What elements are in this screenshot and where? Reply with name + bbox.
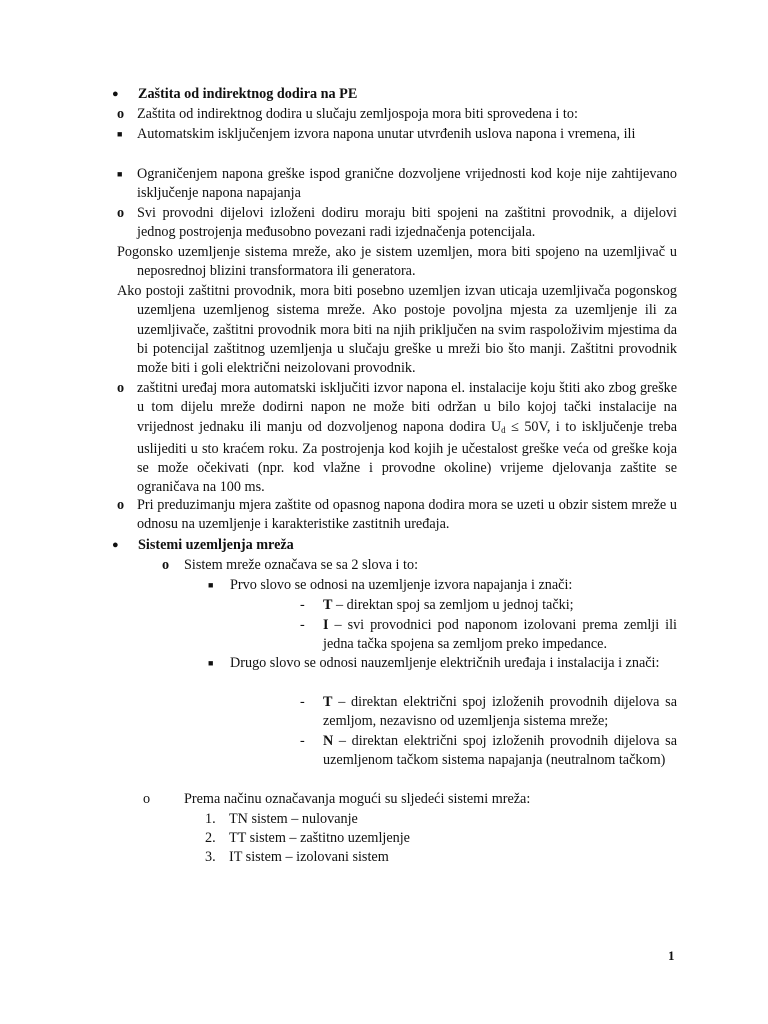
bullet-marker: ● — [112, 539, 119, 551]
list-number: 2. — [205, 830, 216, 846]
circle-marker: o — [117, 380, 125, 396]
letter-I: I — [323, 617, 329, 633]
square-marker: ■ — [117, 169, 123, 179]
item-letter-I — [323, 616, 677, 655]
paragraph-operational-earthing: Pogonsko uzemljenje sistema mreže, ako je sistem uzemljen, mora biti spojeno na uzemljivač u neposrednoj blizini transformatora ili generatora. — [117, 244, 677, 280]
item-first-letter: Prvo slovo se odnosi na uzemljenje izvora napajanja i znači: — [230, 577, 573, 593]
item-letter-T-installation — [323, 693, 677, 732]
dash-marker: - — [300, 597, 305, 613]
item-letter-N — [323, 732, 677, 771]
item-letter-T-source — [323, 596, 677, 615]
protective-device-text-a: zaštitni uređaj mora automatski isključiti izvor napona el. instalacije koju štiti ako zbog greške u tom dijelu mreže dodirni napon ne može biti održan u bilo kojoj tački instalacije na vrijednost jednaku ili manju od dozvoljenog napona dodira U — [137, 380, 677, 435]
circle-marker: o — [117, 497, 125, 513]
list-number: 3. — [205, 849, 216, 865]
letter-I-description: – svi provodnici pod naponom izolovani prema zemlji ili jedna tačka spojena sa zemljom preko impedance. — [323, 617, 677, 653]
square-marker: ■ — [208, 658, 214, 668]
voltage-subscript: d — [501, 424, 506, 435]
letter-T: T — [323, 597, 333, 613]
square-marker: ■ — [117, 129, 123, 139]
paragraph-protective-conductor: Ako postoji zaštitni provodnik, mora biti posebno uzemljen izvan uticaja uzemljivača pogonskog uzemljena uzemljenog sistema mreže. Ako postoje povoljna mjesta za uzemljenje ili za uzemljivače, zaštitni provodnik mora biti na njih priključen na svim raspoloživim mjestima da bi potencijal zaštitnog uzemljenja u slučaju greške u mreži bio što manji. Zaštitni provodnik može biti i goli električni neizolovani provodnik. — [117, 283, 677, 377]
item-conductive-parts: Svi provodni dijelovi izloženi dodiru moraju biti spojeni na zaštitni provodnik, a dijelovi jednog postrojenja međusobno povezani radi izjednačenja potencijala. — [137, 205, 677, 241]
list-item-tt: TT sistem – zaštitno uzemljenje — [229, 830, 410, 846]
letter-T-description: – direktan spoj sa zemljom u jednoj tački; — [332, 597, 574, 613]
list-number: 1. — [205, 811, 216, 827]
list-item-it: IT sistem – izolovani sistem — [229, 849, 389, 865]
letter-T: T — [323, 694, 333, 710]
square-marker: ■ — [208, 580, 214, 590]
item-system-types: Prema načinu označavanja mogući su sljedeći sistemi mreža: — [184, 791, 531, 807]
item-protective-device — [137, 379, 677, 498]
item-second-letter: Drugo slovo se odnosi nauzemljenje električnih uređaja i instalacija i znači: — [230, 655, 660, 671]
letter-N: N — [323, 733, 334, 749]
paragraph-intro: Zaštita od indirektnog dodira u slučaju zemljospoja mora biti sprovedena i to: — [137, 106, 578, 122]
item-protection-measures: Pri preduzimanju mjera zaštite od opasnog napona dodira mora se uzeti u obzir sistem mreže u odnosu na uzemljenje i karakteristike zastitnih uređaja. — [137, 497, 677, 533]
section-heading-indirect-contact: Zaštita od indirektnog dodira na PE — [138, 86, 358, 102]
letter-N-description: – direktan električni spoj izloženih provodnih dijelova sa uzemljenom tačkom sistema napajanja (neutralnom tačkom) — [323, 733, 677, 769]
item-two-letters: Sistem mreže označava se sa 2 slova i to: — [184, 557, 419, 573]
dash-marker: - — [300, 694, 305, 710]
dash-marker: - — [300, 617, 305, 633]
circle-marker: o — [162, 557, 170, 573]
bullet-marker: ● — [112, 88, 119, 100]
circle-marker: o — [143, 791, 151, 807]
page-number: 1 — [668, 948, 675, 963]
protective-device-text-b: ≤ 50V, i to isključenje treba uslijediti u sto kraćem roku. Za postrojenja kod kojih je učestalost greške veća od greške koja se može očekivati (npr. kod vlažne i provodne okoline) vrijeme djelovanja zaštite se ograničava na 100 ms. — [137, 418, 677, 496]
item-automatic-disconnect: Automatskim isključenjem izvora napona unutar utvrđenih uslova napona i vremena, ili — [137, 126, 636, 142]
circle-marker: o — [117, 106, 125, 122]
letter-T-installation-description: – direktan električni spoj izloženih provodnih dijelova sa zemljom, nezavisno od uzemljenja sistema mreže; — [323, 694, 677, 730]
section-heading-earthing-systems: Sistemi uzemljenja mreža — [138, 537, 294, 553]
dash-marker: - — [300, 733, 305, 749]
circle-marker: o — [117, 205, 125, 221]
list-item-tn: TN sistem – nulovanje — [229, 811, 358, 827]
item-voltage-limit: Ograničenjem napona greške ispod granične dozvoljene vrijednosti kod koje nije zahtijevano isključenje napona napajanja — [137, 166, 677, 202]
